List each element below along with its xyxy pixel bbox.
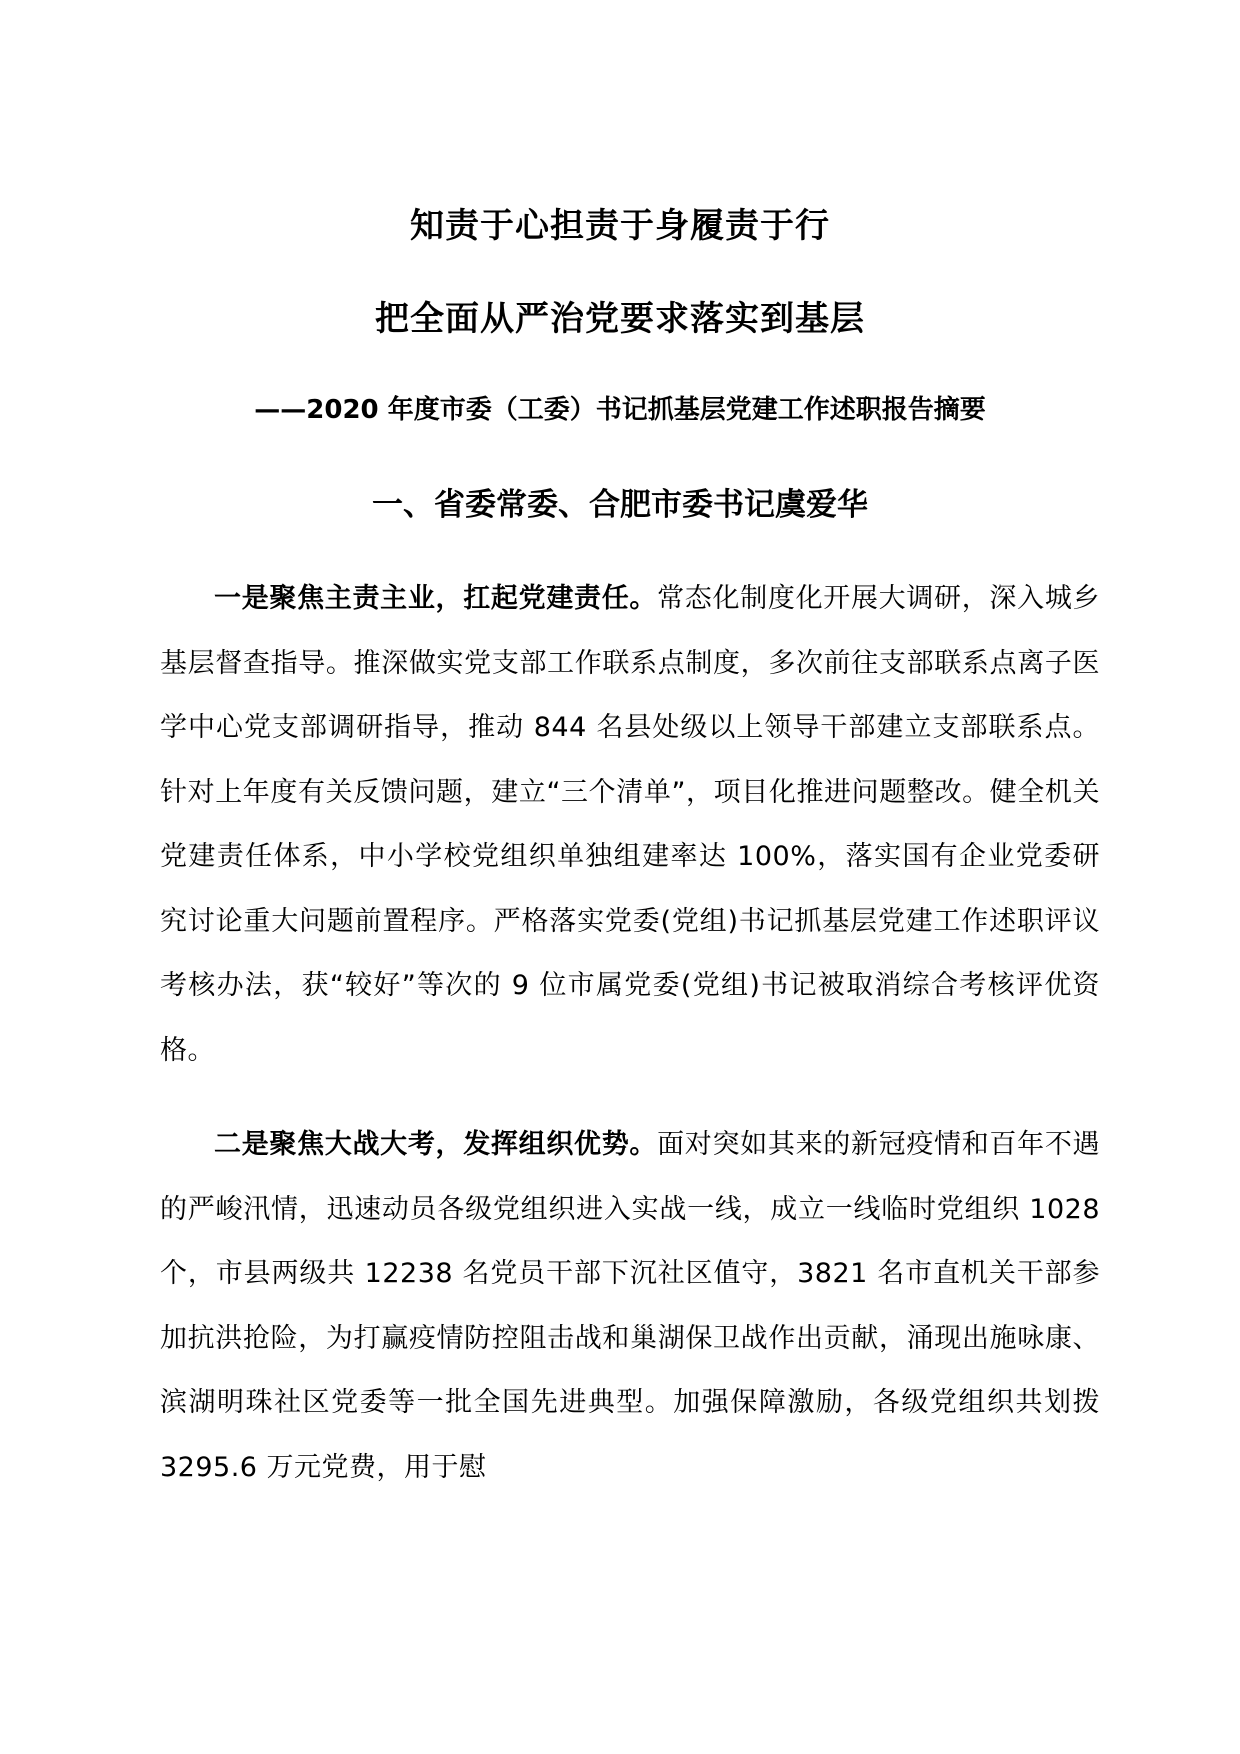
document-title-line1: 知责于心担责于身履责于行 (410, 206, 830, 246)
paragraph-1 (160, 567, 1100, 1083)
paragraph-1-lead: 一是聚焦主责主业，扛起党建责任。 (214, 583, 658, 614)
paragraph-1-body: 常态化制度化开展大调研，深入城乡基层督查指导。推深做实党支部工作联系点制度，多次前往支部联系点离子医学中心党支部调研指导，推动 844 名县处级以上领导干部建立支部联系点。针对上年度有关反馈问题，建立“三个清单”，项目化推进问题整改。健全机关党建责任体系，中小学校党组织单独组建率达 100%，落实国有企业党委研究讨论重大问题前置程序。严格落实党委(党组)书记抓基层党建工作述职评议考核办法，获“较好”等次的 9 位市属党委(党组)书记被取消综合考核评优资格。 (160, 583, 1101, 1066)
document-subtitle: ——2020 年度市委（工委）书记抓基层党建工作述职报告摘要 (254, 395, 986, 425)
section-heading: 一、省委常委、合肥市委书记虞爱华 (372, 487, 868, 523)
paragraph-2 (160, 1113, 1100, 1500)
document-title-line2: 把全面从严治党要求落实到基层 (375, 299, 865, 339)
paragraph-2-body: 面对突如其来的新冠疫情和百年不遇的严峻汛情，迅速动员各级党组织进入实战一线，成立一线临时党组织 1028 个，市县两级共 12238 名党员干部下沉社区值守，3821 名市直机关干部参加抗洪抢险，为打赢疫情防控阻击战和巢湖保卫战作出贡献，涌现出施咏康、滨湖明珠社区党委等一批全国先进典型。加强保障激励，各级党组织共划拨 3295.6 万元党费，用于慰 (160, 1129, 1101, 1483)
paragraph-2-lead: 二是聚焦大战大考，发挥组织优势。 (214, 1129, 658, 1160)
